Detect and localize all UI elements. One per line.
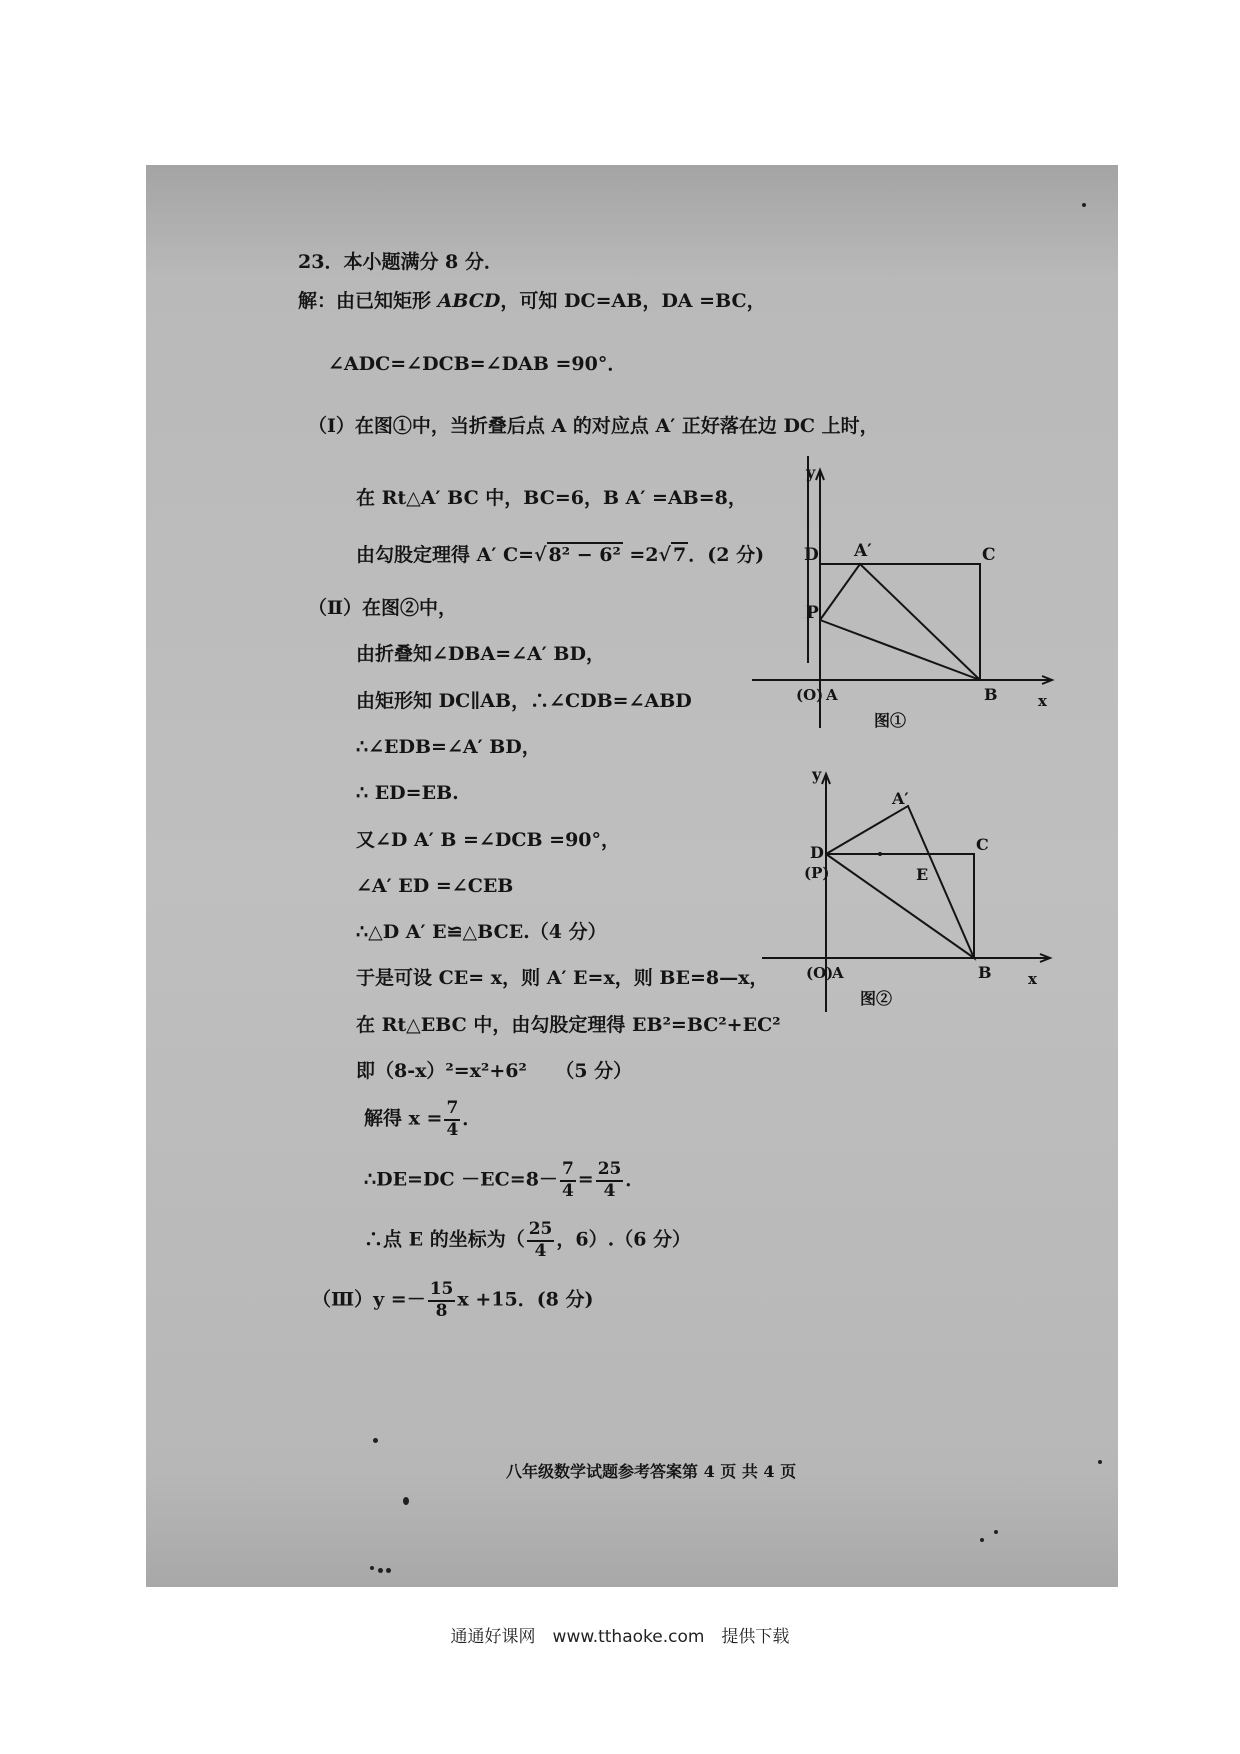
label-b: B [978, 963, 992, 982]
fraction: $\frac{7}{4}$ [446, 1098, 459, 1140]
label-c: C [976, 835, 989, 854]
problem-angles: ∠ADC=∠DCB=∠DAB =90°． [328, 353, 627, 375]
label-a-prime: A′ [854, 541, 872, 561]
fraction: $\frac{7}{4}$ [561, 1159, 574, 1201]
part1-intro: （Ⅰ）在图①中，当折叠后点 A 的对应点 A′ 正好落在边 DC 上时， [308, 415, 879, 437]
speck [1082, 203, 1086, 207]
speck [1098, 1460, 1102, 1464]
problem-intro: 解：由已知矩形 ABCD，可知 DC=AB，DA =BC， [298, 290, 766, 312]
rectangle-abcd [820, 564, 980, 680]
label-y: y [806, 463, 816, 482]
label-o: (O) [806, 964, 834, 982]
download-credit: 通通好课网 www.tthaoke.com 提供下载 [450, 1627, 790, 1647]
part2-intro: （Ⅱ）在图②中， [308, 597, 458, 619]
label-d: D [810, 843, 824, 862]
label-c: C [982, 545, 996, 565]
part1-line2: 由勾股定理得 A′ C=√ 8² − 6² =2√ 7 ．(2 分) [356, 544, 765, 566]
folded-triangle [826, 806, 974, 958]
label-a: A [832, 964, 844, 982]
speck [386, 1568, 391, 1573]
label-x: x [1038, 692, 1047, 710]
label-b: B [984, 685, 998, 704]
part2-line-9: 在 Rt△EBC 中，由勾股定理得 EB²=BC²+EC² [356, 1014, 781, 1036]
label-e: E [916, 865, 929, 884]
label-o: (O) [796, 686, 824, 704]
part2-line-2: 由矩形知 DC∥AB，∴∠CDB=∠ABD [356, 690, 692, 712]
part3-answer: （Ⅲ）y =－ $\frac{15}{8}$ x +15．(8 分) [312, 1279, 594, 1321]
fraction: $\frac{25}{4}$ [597, 1159, 622, 1201]
speck [378, 1568, 383, 1573]
figure-2-caption: 图② [860, 989, 893, 1008]
part2-line-4: ∴ ED=EB. [356, 782, 459, 804]
label-d: D [804, 545, 819, 565]
fraction: $\frac{25}{4}$ [528, 1219, 553, 1261]
figure-1-diagram [746, 460, 1066, 730]
label-x: x [1028, 970, 1037, 988]
solve-de: ∴DE=DC －EC=8－ $\frac{7}{4}$ = $\frac{25}{4}$ ． [364, 1159, 645, 1201]
speck [403, 1497, 409, 1505]
part2-line-1: 由折叠知∠DBA=∠A′ BD， [356, 643, 605, 665]
page-footer: 八年级数学试题参考答案第 4 页 共 4 页 [506, 1462, 797, 1481]
speck [373, 1438, 378, 1443]
part2-line-10: 即（8-x）²=x²+6² （5 分） [356, 1060, 633, 1082]
label-p: (P) [804, 864, 830, 882]
label-y: y [812, 765, 822, 784]
label-a: A [826, 686, 838, 704]
part2-line-3: ∴∠EDB=∠A′ BD， [356, 736, 541, 758]
point-e-coordinates: ∴点 E 的坐标为（ $\frac{25}{4}$ ，6）.（6 分） [364, 1219, 692, 1261]
figure-1-caption: 图① [874, 711, 907, 730]
part2-line-8: 于是可设 CE= x，则 A′ E=x，则 BE=8—x， [356, 967, 769, 989]
part1-line1: 在 Rt△A′ BC 中，BC=6，B A′ =AB=8， [356, 487, 747, 509]
part2-line-7: ∴△D A′ E≌△BCE.（4 分） [356, 921, 607, 943]
label-a-prime: A′ [892, 789, 909, 808]
fraction: $\frac{15}{8}$ [429, 1279, 454, 1321]
speck [370, 1566, 374, 1570]
part2-line-6: ∠A′ ED =∠CEB [356, 875, 514, 897]
solve-x: 解得 x = $\frac{7}{4}$ ． [364, 1098, 482, 1140]
folded-triangle [820, 564, 980, 680]
speck [994, 1530, 998, 1534]
problem-header: 23．本小题满分 8 分． [298, 251, 503, 273]
part2-line-5: 又∠D A′ B =∠DCB =90°， [356, 829, 621, 851]
label-p: P [806, 603, 819, 623]
figure-2-diagram [752, 762, 1062, 1024]
speck [980, 1538, 984, 1542]
point-mark [878, 852, 882, 856]
